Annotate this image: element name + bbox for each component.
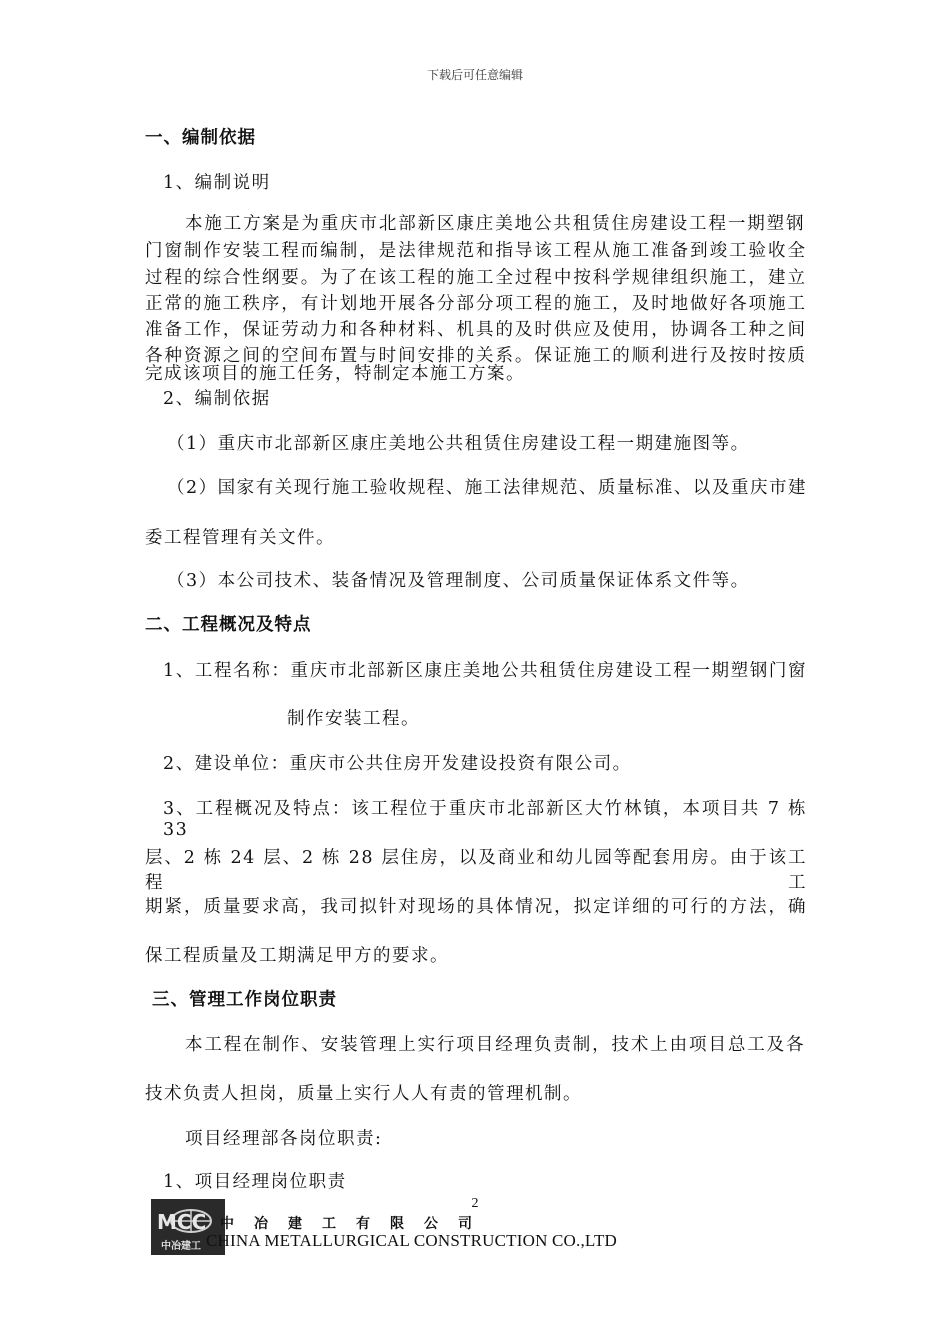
- overview-line-1: 3、工程概况及特点：该工程位于重庆市北部新区大竹林镇，本项目共 7 栋 33: [163, 799, 807, 840]
- company-name-cn: 中冶建工有限公司: [220, 1216, 492, 1232]
- basis-item-2-line-2: 委工程管理有关文件。: [145, 528, 335, 548]
- overview-line-3: 期紧，质量要求高，我司拟针对现场的具体情况，拟定详细的可行的方法，确: [145, 897, 807, 917]
- header-note: 下载后可任意编辑: [426, 68, 523, 82]
- para-line-4: 正常的施工秩序，有计划地开展各分部分项工程的施工，及时地做好各项施工: [145, 294, 805, 314]
- duties-intro: 项目经理部各岗位职责:: [185, 1129, 383, 1149]
- overview-line-2: 层、2 栋 24 层、2 栋 28 层住房，以及商业和幼儿园等配套用房。由于该工程工: [145, 848, 807, 893]
- para-line-1: 本施工方案是为重庆市北部新区康庄美地公共租赁住房建设工程一期塑钢: [185, 214, 805, 234]
- overview-line-4: 保工程质量及工期满足甲方的要求。: [145, 946, 449, 966]
- basis-item-3: （3）本公司技术、装备情况及管理制度、公司质量保证体系文件等。: [167, 571, 750, 591]
- logo-subtext: 中冶建工: [161, 1241, 201, 1252]
- basis-item-1: （1）重庆市北部新区康庄美地公共租赁住房建设工程一期建施图等。: [167, 434, 750, 454]
- page-number: 2: [471, 1196, 479, 1211]
- logo-text: MCC: [157, 1210, 207, 1234]
- para-line-7: 完成该项目的施工任务，特制定本施工方案。: [145, 364, 525, 384]
- para-line-2: 门窗制作安装工程而编制，是法律规范和指导该工程从施工准备到竣工验收全: [145, 241, 805, 261]
- company-name-en: CHINA METALLURGICAL CONSTRUCTION CO.,LTD: [206, 1231, 618, 1250]
- construction-unit: 2、建设单位：重庆市公共住房开发建设投资有限公司。: [163, 754, 632, 774]
- management-para-line-2: 技术负责人担岗，质量上实行人人有责的管理机制。: [145, 1084, 582, 1104]
- basis-item-2-line-1: （2）国家有关现行施工验收规程、施工法律规范、质量标准、以及重庆市建: [167, 478, 807, 498]
- section-2-title: 二、工程概况及特点: [145, 615, 312, 635]
- management-para-line-1: 本工程在制作、安装管理上实行项目经理负责制，技术上由项目总工及各: [185, 1035, 805, 1055]
- section-1-subtitle-1: 1、编制说明: [163, 173, 271, 193]
- project-name-line-2: 制作安装工程。: [287, 709, 420, 729]
- section-1-title: 一、编制依据: [145, 128, 256, 148]
- para-line-5: 准备工作，保证劳动力和各种材料、机具的及时供应及使用，协调各工种之间: [145, 320, 805, 340]
- duty-item-1: 1、项目经理岗位职责: [163, 1172, 347, 1192]
- section-1-subtitle-2: 2、编制依据: [163, 389, 271, 409]
- para-line-3: 过程的综合性纲要。为了在该工程的施工全过程中按科学规律组织施工，建立: [145, 268, 805, 288]
- project-name-line-1: 1、工程名称：重庆市北部新区康庄美地公共租赁住房建设工程一期塑钢门窗: [163, 661, 807, 681]
- section-3-title: 三、管理工作岗位职责: [152, 990, 337, 1010]
- para-line-6: 各种资源之间的空间布置与时间安排的关系。保证施工的顺利进行及按时按质: [145, 346, 805, 366]
